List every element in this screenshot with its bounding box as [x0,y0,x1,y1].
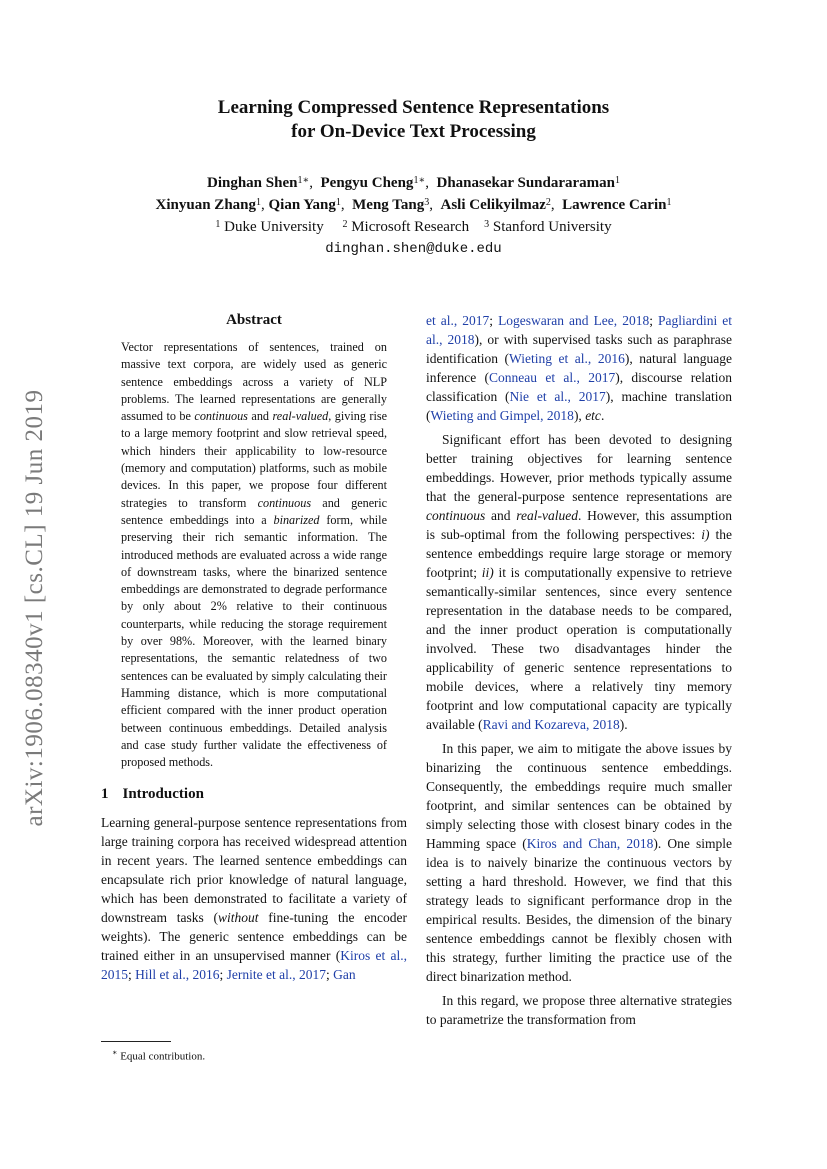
citation-link[interactable]: Kiros and Chan, 2018 [526,836,654,851]
right-column [426,311,732,1029]
affiliation-line [0,216,827,238]
intro-paragraph-continued: et al., 2017; Logeswaran and Lee, 2018; Pagliardini et al., 2018), or with supervised tasks such as paraphrase identification (Wieting et al., 2016), natural language inference (Conneau et al., 2017), discourse relation classification (Nie et al., 2017), machine translation (Wieting and Gimpel, 2018), etc. [426,313,733,423]
author-name: Asli Celikyilmaz [440,197,546,213]
intro-paragraph: Learning general-purpose sentence representations from large training corpora has received widespread attention in recent years. The learned sentence embeddings can encapsulate rich prior knowledge of natural language, which has been demonstrated to facilitate a variety of downstream tasks (without fine-tuning the encoder weights). The generic sentence embeddings can be trained either in an unsupervised manner (Kiros et al., 2015; Hill et al., 2016; Jernite et al., 2017; Gan [101,815,407,983]
author-sup: 1 [666,197,672,208]
author-block [0,172,827,260]
author-sup: 1∗ [297,175,310,186]
citation-link[interactable]: Wieting and Gimpel, 2018 [430,408,574,423]
citation-link[interactable]: Pagliardini et al., 2018 [426,313,732,347]
author-sup: 1 [615,175,620,186]
approach-paragraph: In this paper, we aim to mitigate the above issues by binarizing the continuous sentence embeddings. Consequently, the embeddings require much smaller footprint, and similar sentences can be obtained by simply selecting those with closest binary codes in the Hamming space (Kiros and Chan, 2018). One simple idea is to naively binarize the continuous vectors by setting a hard threshold. However, we find that this strategy leads to significant performance drop in the empirical results. Besides, the dimension of the binary sentence embeddings cannot be flexibly chosen with this strategy, further limiting the practice use of the direct binarization method. [426,741,732,984]
proposal-paragraph: In this regard, we propose three alternative strategies to parametrize the transformation from [426,993,732,1027]
title-line-2: for On-Device Text Processing [291,121,536,142]
author-sup: 1∗ [413,175,426,186]
author-name: Meng Tang [352,197,425,213]
paper-title [0,96,827,144]
citation-link[interactable]: Jernite et al., 2017 [226,967,327,983]
citation-link[interactable]: Wieting et al., 2016 [509,351,625,366]
affiliation-sup: 2 [342,219,348,230]
arxiv-stamp-text: arXiv:1906.08340v1 [cs.CL] 19 Jun 2019 [21,389,48,827]
author-line-2: Xinyuan Zhang$^1$, Qian Yang$^1$, Meng Tang$^3$, Asli Celikyilmaz$^2$, Lawrence Carin$^1$ [155,197,672,213]
citation-link[interactable]: Kiros et al., 2015 [101,948,407,983]
citation-link[interactable]: Logeswaran and Lee, 2018 [498,313,650,328]
citation-link[interactable]: Conneau et al., 2017 [489,370,616,385]
author-sup: 2 [545,197,551,208]
citation-link[interactable]: Nie et al., 2017 [509,389,606,404]
footnote [112,1046,205,1064]
author-line-1: Dinghan Shen$^{1∗}$, Pengyu Cheng$^{1∗}$, Dhanasekar Sundararaman$^1$ [206,175,620,191]
arxiv-stamp [15,368,55,848]
motivation-paragraph: Significant effort has been devoted to designing better training objectives for learning sentence embeddings. However, prior methods typically assume that the general-purpose sentence representations are continuous and real-valued. However, this assumption is sub-optimal from the following perspectives: i) the sentence embeddings require large storage or memory footprint; ii) it is computationally expensive to retrieve semantically-similar sentences, since every sentence representation in the database needs to be compared, and the inner product operation is computationally involved. These two disadvantages hinder the applicability of generic sentence representations to mobile devices, where a relatively tiny memory footprint and low computational capacity are typically available (Ravi and Kozareva, 2018). [426,432,732,732]
affiliation: Duke University [224,219,324,235]
affiliation: Stanford University [492,219,612,235]
footnote-text: Equal contribution. [120,1050,206,1063]
author-sup: 1 [335,197,341,208]
author-name: Xinyuan Zhang [155,197,256,213]
section-heading-introduction [101,785,407,803]
author-name: Pengyu Cheng [320,175,414,191]
author-name: Dhanasekar Sundararaman [436,175,615,191]
author-sup: 3 [424,197,430,208]
footnote-mark: ∗ [112,1048,118,1057]
affiliation-sup: 1 [215,219,221,230]
author-name: Lawrence Carin [562,197,667,213]
author-sup: 1 [256,197,261,208]
contact-email: dinghan.shen@duke.edu [325,241,502,257]
author-name: Dinghan Shen [206,175,298,191]
author-name: Qian Yang [268,197,336,213]
citation-link[interactable]: Gan [333,967,356,983]
title-line-1: Learning Compressed Sentence Representations [217,97,610,118]
citation-link[interactable]: Ravi and Kozareva, 2018 [482,717,620,732]
affiliation-sup: 3 [484,219,490,230]
citation-link[interactable]: et al., 2017 [426,313,490,328]
abstract-text: Vector representations of sentences, trained on massive text corpora, are widely used as generic sentence embeddings across a variety of NLP problems. The learned representations are generally assumed to be continuous and real-valued, giving rise to a large memory footprint and slow retrieval speed, which hinders their applicability to low-resource (memory and computation) platforms, such as mobile devices. In this paper, we propose four different strategies to transform continuous and generic sentence embeddings into a binarized form, while preserving their rich semantic information. The introduced methods are evaluated across a wide range of downstream tasks, where the binarized sentence embeddings are demonstrated to degrade performance by only about 2% relative to their continuous counterparts, while reducing the storage requirement by over 98%. Moreover, with the learned binary representations, the semantic relatedness of two sentences can be evaluated by simply calculating their Hamming distance, which is more computational efficient compared with the inner product operation between continuous embeddings. Detailed analysis and case study further validate the effectiveness of proposed methods. [121,340,387,770]
affiliation: Microsoft Research [351,219,470,235]
citation-link[interactable]: Hill et al., 2016 [135,967,220,983]
left-column [101,311,407,984]
section-number: 1 [101,786,109,803]
footnote-rule [101,1041,171,1042]
section-title: Introduction [122,786,204,803]
abstract-heading: Abstract [226,312,282,328]
